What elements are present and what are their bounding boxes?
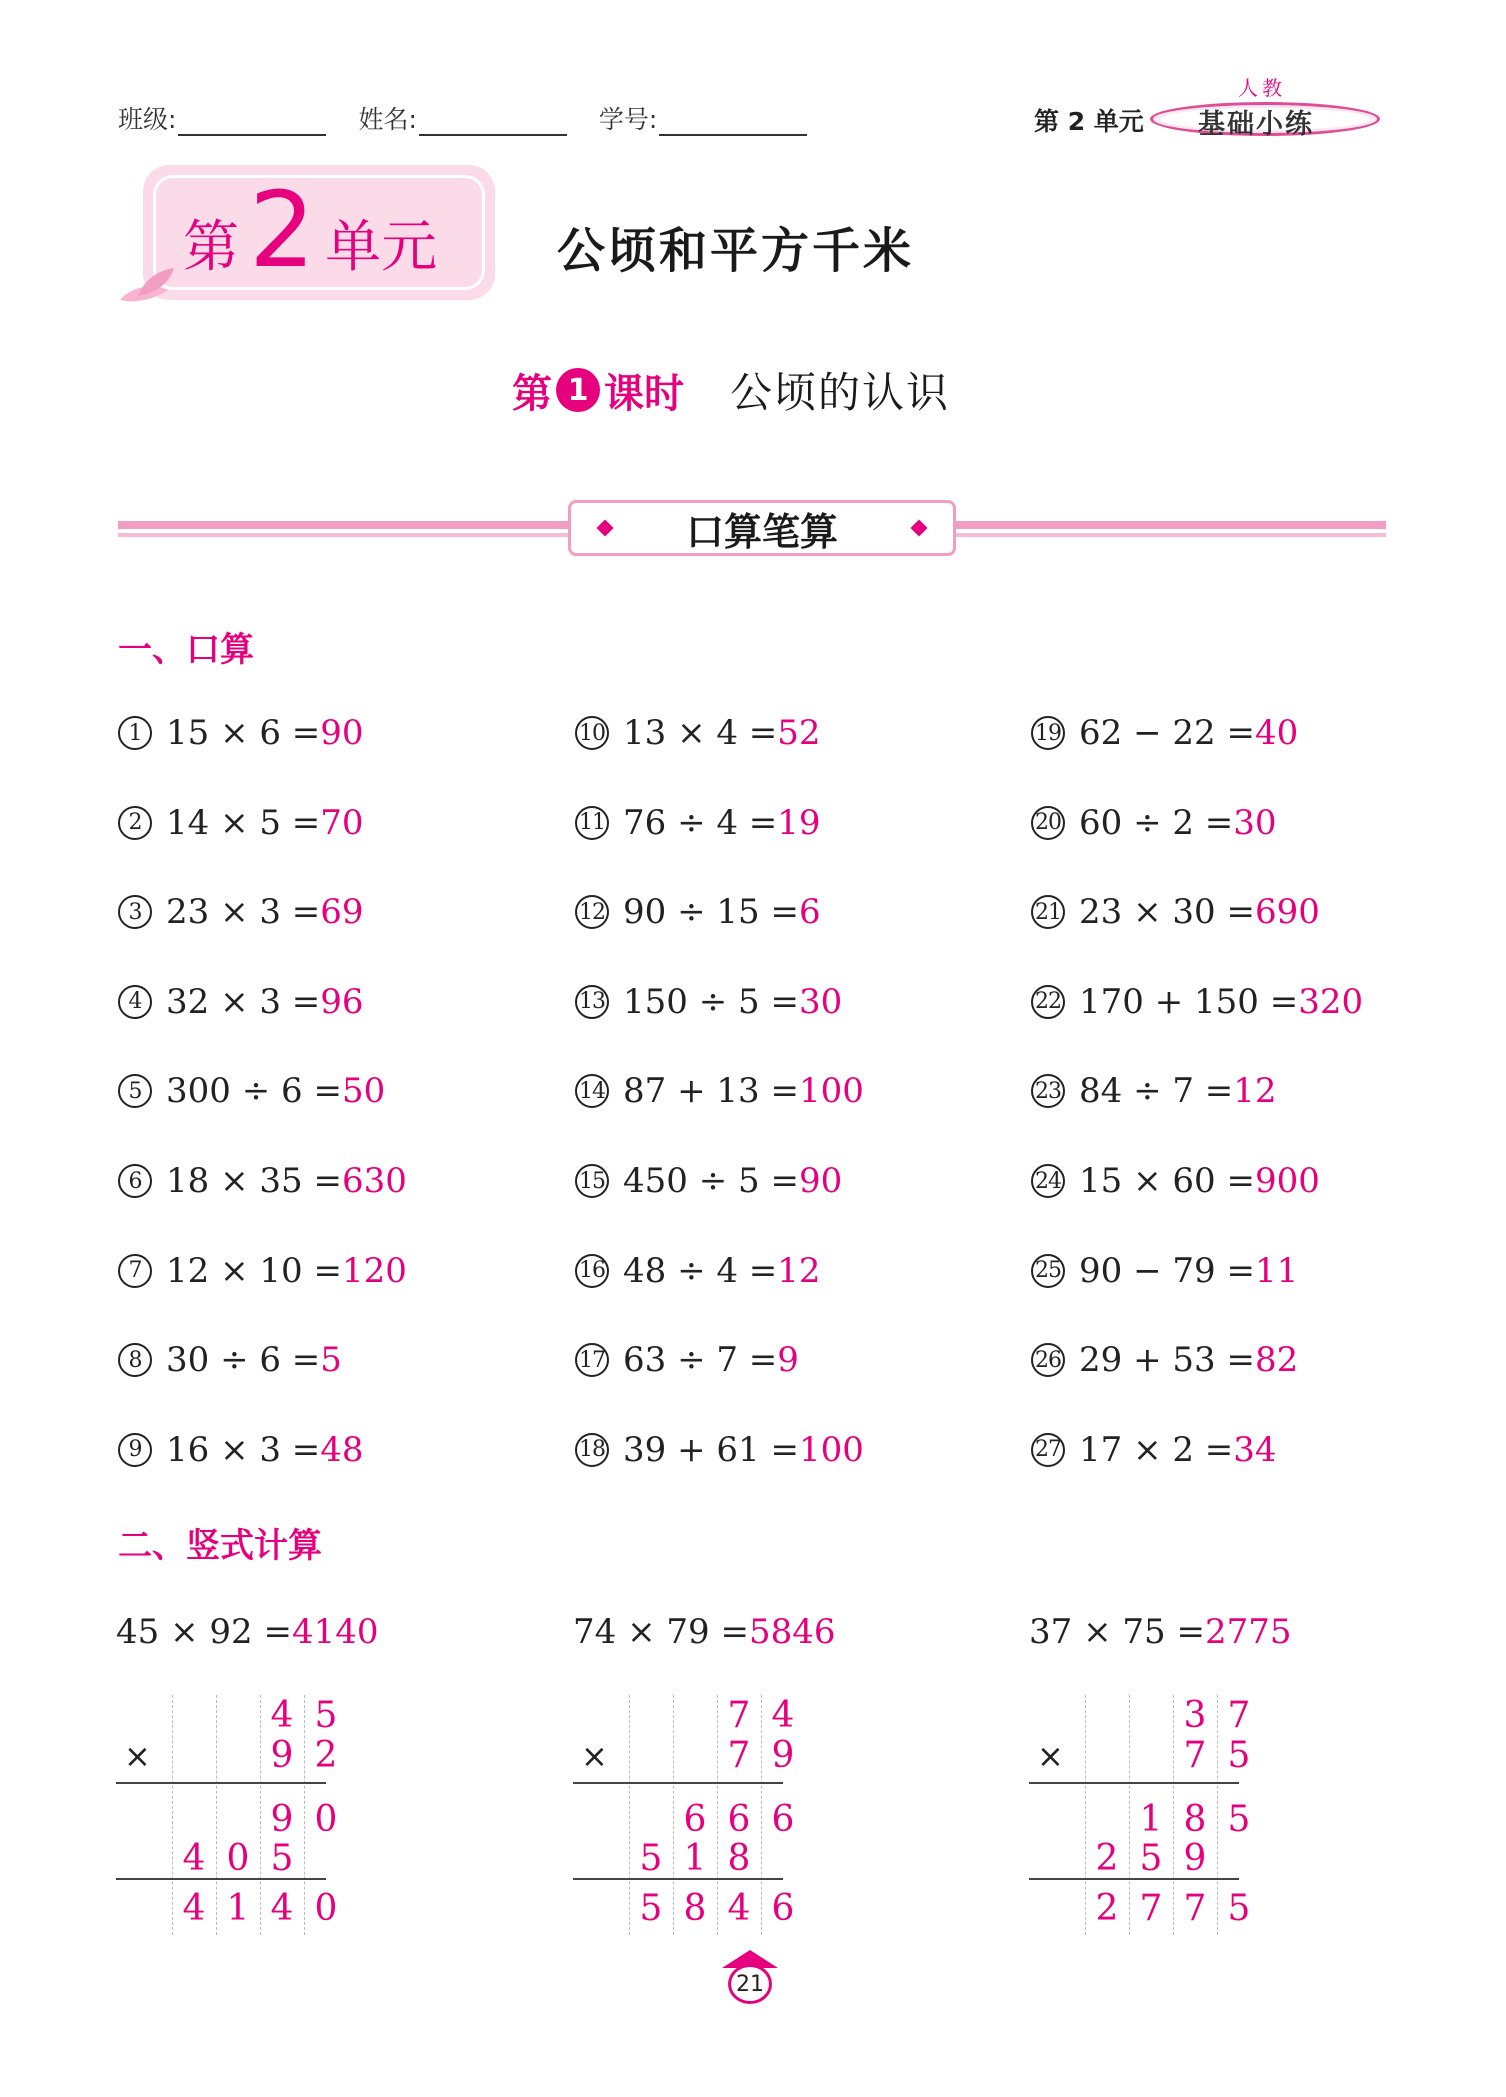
digit: 8 xyxy=(1183,1799,1207,1840)
problem-answer: 70 xyxy=(320,802,364,843)
problem-number: 15 xyxy=(575,1164,609,1198)
student-id-field xyxy=(599,100,807,136)
problem-answer: 34 xyxy=(1233,1429,1277,1470)
lesson-suffix: 课时 xyxy=(604,370,684,417)
problem-answer: 6 xyxy=(798,892,821,933)
problem-answer: 100 xyxy=(798,1071,864,1112)
problem-number: 5 xyxy=(118,1074,152,1108)
problem-expression: 17 × 2 = xyxy=(1079,1429,1234,1470)
class-field xyxy=(118,100,326,136)
problem-number: 26 xyxy=(1031,1343,1065,1377)
series-label: 基础小练 xyxy=(1198,109,1314,140)
problem-answer: 30 xyxy=(798,981,843,1022)
times-sign: × xyxy=(581,1737,608,1775)
problem-number: 16 xyxy=(575,1254,609,1288)
problem-number: 20 xyxy=(1031,806,1065,840)
diamond-icon xyxy=(597,520,614,537)
digit: 9 xyxy=(1183,1838,1207,1879)
name-label: 姓名: xyxy=(358,105,417,134)
problem-number: 18 xyxy=(575,1433,609,1467)
page-number: 21 xyxy=(728,1964,772,2004)
oral-problem xyxy=(1031,1161,1320,1201)
problem-expression: 13 × 4 = xyxy=(623,713,778,753)
digit: 2 xyxy=(314,1735,338,1776)
problem-number: 8 xyxy=(118,1343,152,1377)
problem-number: 24 xyxy=(1031,1164,1065,1198)
digit: 1 xyxy=(1139,1799,1163,1840)
problem-expression: 90 ÷ 15 = xyxy=(623,892,799,933)
problem-expression: 63 ÷ 7 = xyxy=(623,1340,778,1381)
oral-problem xyxy=(575,1251,821,1291)
header-unit-label: 第 2 单元 xyxy=(1034,107,1144,136)
problem-expression: 12 × 10 = xyxy=(166,1250,342,1291)
problem-answer: 900 xyxy=(1254,1161,1320,1201)
problem-number: 23 xyxy=(1031,1074,1065,1108)
digit: 4 xyxy=(270,1888,294,1929)
lesson-heading xyxy=(512,360,950,420)
oral-problem xyxy=(575,1071,864,1111)
digit: 0 xyxy=(226,1838,250,1879)
digit: 9 xyxy=(270,1799,294,1840)
oral-problem xyxy=(1031,1430,1277,1470)
oral-problem xyxy=(118,1071,385,1111)
problem-answer: 52 xyxy=(777,713,821,753)
problem-answer: 40 xyxy=(1254,713,1299,753)
problem-answer: 69 xyxy=(320,892,364,933)
digit: 5 xyxy=(1227,1735,1251,1776)
oral-problem xyxy=(1031,892,1320,932)
problem-expression: 16 × 3 = xyxy=(166,1429,321,1470)
problem-answer: 9 xyxy=(777,1340,799,1381)
problem-number: 9 xyxy=(118,1433,152,1467)
times-sign: × xyxy=(124,1737,151,1775)
digit: 5 xyxy=(639,1838,663,1879)
written-expression: 37 × 75 = xyxy=(1029,1612,1205,1652)
rule-line xyxy=(1029,1782,1239,1784)
problem-number: 19 xyxy=(1031,716,1065,750)
oral-problem xyxy=(1031,1340,1298,1380)
digit: 4 xyxy=(182,1838,206,1879)
oral-problem xyxy=(575,1161,842,1201)
problem-answer: 96 xyxy=(320,981,364,1022)
problem-number: 7 xyxy=(118,1254,152,1288)
section-written-title: 二、竖式计算 xyxy=(118,1526,322,1566)
unit-suffix: 单元 xyxy=(325,215,438,280)
oral-problem xyxy=(575,1340,799,1380)
digit: 4 xyxy=(727,1888,751,1929)
problem-number: 11 xyxy=(575,806,609,840)
oral-problem xyxy=(575,803,821,843)
student-id-blank[interactable] xyxy=(659,110,807,136)
problem-number: 17 xyxy=(575,1343,609,1377)
unit-banner xyxy=(143,165,495,300)
oral-problem xyxy=(118,1161,407,1201)
problem-number: 25 xyxy=(1031,1254,1065,1288)
digit: 1 xyxy=(683,1838,707,1879)
problem-expression: 450 ÷ 5 = xyxy=(623,1161,799,1201)
digit: 2 xyxy=(1095,1838,1119,1879)
problem-expression: 15 × 60 = xyxy=(1079,1161,1255,1201)
digit: 9 xyxy=(270,1735,294,1776)
student-id-label: 学号: xyxy=(598,105,658,134)
oral-problem xyxy=(575,982,842,1022)
problem-expression: 32 × 3 = xyxy=(166,981,321,1022)
problem-number: 13 xyxy=(575,985,609,1019)
rule-line xyxy=(573,1782,783,1784)
problem-number: 14 xyxy=(575,1074,609,1108)
vertical-calculation xyxy=(116,1695,338,1935)
oral-problem xyxy=(118,803,364,843)
problem-expression: 15 × 6 = xyxy=(166,713,321,753)
problem-expression: 23 × 30 = xyxy=(1079,892,1255,933)
written-answer: 4140 xyxy=(291,1612,379,1652)
digit: 7 xyxy=(1139,1888,1163,1929)
problem-expression: 60 ÷ 2 = xyxy=(1079,802,1234,843)
name-blank[interactable] xyxy=(419,110,567,136)
lesson-prefix: 第 xyxy=(512,370,552,417)
unit-number: 2 xyxy=(249,169,316,291)
problem-expression: 62 − 22 = xyxy=(1079,713,1255,753)
problem-expression: 87 + 13 = xyxy=(623,1071,799,1112)
oral-problem xyxy=(118,1430,364,1470)
times-sign: × xyxy=(1037,1737,1064,1775)
digit: 3 xyxy=(1183,1695,1207,1736)
digit: 5 xyxy=(1139,1838,1163,1879)
problem-answer: 120 xyxy=(341,1250,407,1291)
class-label: 班级: xyxy=(118,105,177,134)
unit-title: 公顷和平方千米 xyxy=(557,223,915,279)
digit: 0 xyxy=(314,1799,338,1840)
problem-expression: 39 + 61 = xyxy=(623,1429,799,1470)
digit: 5 xyxy=(314,1695,338,1736)
oral-problem xyxy=(575,1430,864,1470)
problem-answer: 320 xyxy=(1298,981,1364,1022)
problem-expression: 23 × 3 = xyxy=(166,892,321,933)
oral-problem xyxy=(118,713,364,753)
series-badge xyxy=(1150,76,1384,140)
section-oral-title: 一、口算 xyxy=(118,630,254,670)
digit: 4 xyxy=(182,1888,206,1929)
digit: 1 xyxy=(226,1888,250,1929)
digit: 5 xyxy=(639,1888,663,1929)
problem-answer: 30 xyxy=(1233,802,1277,843)
oral-problem xyxy=(1031,803,1277,843)
problem-answer: 690 xyxy=(1254,892,1320,933)
digit: 6 xyxy=(771,1888,795,1929)
oral-problem xyxy=(575,713,821,753)
written-expression: 74 × 79 = xyxy=(573,1612,749,1652)
problem-answer: 19 xyxy=(777,802,821,843)
lesson-number: 1 xyxy=(556,368,600,412)
digit: 5 xyxy=(270,1838,294,1879)
problem-expression: 76 ÷ 4 = xyxy=(623,802,778,843)
page-number-badge xyxy=(722,1950,778,2006)
problem-number: 3 xyxy=(118,895,152,929)
problem-answer: 50 xyxy=(341,1071,386,1112)
problem-expression: 84 ÷ 7 = xyxy=(1079,1071,1234,1112)
problem-number: 4 xyxy=(118,985,152,1019)
band-title-box xyxy=(568,500,956,556)
problem-expression: 300 ÷ 6 = xyxy=(166,1071,342,1112)
problem-answer: 5 xyxy=(320,1340,342,1381)
digit: 6 xyxy=(771,1799,795,1840)
problem-number: 1 xyxy=(118,716,152,750)
problem-number: 12 xyxy=(575,895,609,929)
digit: 2 xyxy=(1095,1888,1119,1929)
problem-expression: 18 × 35 = xyxy=(166,1161,342,1201)
problem-number: 21 xyxy=(1031,895,1065,929)
oral-problem xyxy=(1031,713,1298,753)
problem-expression: 90 − 79 = xyxy=(1079,1250,1255,1291)
unit-prefix: 第 xyxy=(183,215,239,280)
digit: 5 xyxy=(1227,1888,1251,1929)
written-equation xyxy=(116,1612,378,1652)
publisher-label: 人教 xyxy=(1238,76,1286,100)
problem-answer: 90 xyxy=(798,1161,843,1201)
digit: 6 xyxy=(727,1799,751,1840)
problem-number: 22 xyxy=(1031,985,1065,1019)
problem-expression: 14 × 5 = xyxy=(166,802,321,843)
digit: 6 xyxy=(683,1799,707,1840)
oral-problem xyxy=(1031,1251,1298,1291)
class-blank[interactable] xyxy=(178,110,326,136)
oral-problem xyxy=(118,982,364,1022)
digit: 5 xyxy=(1227,1799,1251,1840)
oral-problem xyxy=(118,1340,342,1380)
digit: 7 xyxy=(1183,1735,1207,1776)
digit: 8 xyxy=(683,1888,707,1929)
digit: 4 xyxy=(771,1695,795,1736)
problem-number: 6 xyxy=(118,1164,152,1198)
oral-problem xyxy=(118,1251,407,1291)
written-answer: 5846 xyxy=(748,1612,836,1652)
problem-answer: 82 xyxy=(1254,1340,1299,1381)
problem-answer: 12 xyxy=(1233,1071,1277,1112)
digit: 7 xyxy=(727,1695,751,1736)
unit-heading xyxy=(183,169,438,291)
digit: 7 xyxy=(1227,1695,1251,1736)
problem-number: 2 xyxy=(118,806,152,840)
problem-expression: 30 ÷ 6 = xyxy=(166,1340,321,1381)
digit: 0 xyxy=(314,1888,338,1929)
digit: 9 xyxy=(771,1735,795,1776)
problem-expression: 170 + 150 = xyxy=(1079,981,1299,1022)
problem-expression: 29 + 53 = xyxy=(1079,1340,1255,1381)
problem-answer: 11 xyxy=(1254,1250,1299,1291)
problem-answer: 48 xyxy=(320,1429,364,1470)
digit: 7 xyxy=(727,1735,751,1776)
oral-problem xyxy=(118,892,364,932)
digit: 4 xyxy=(270,1695,294,1736)
vertical-calculation xyxy=(1029,1695,1251,1935)
vertical-calculation xyxy=(573,1695,795,1935)
problem-number: 27 xyxy=(1031,1433,1065,1467)
digit: 7 xyxy=(1183,1888,1207,1929)
problem-expression: 48 ÷ 4 = xyxy=(623,1250,778,1291)
rule-line xyxy=(116,1782,326,1784)
leaf-icon xyxy=(118,266,178,306)
problem-expression: 150 ÷ 5 = xyxy=(623,981,799,1022)
oral-problem xyxy=(575,892,821,932)
oral-problem xyxy=(1031,1071,1277,1111)
problem-answer: 100 xyxy=(798,1429,864,1470)
band-title: 口算笔算 xyxy=(685,509,838,554)
oral-problem xyxy=(1031,982,1363,1022)
problem-answer: 630 xyxy=(341,1161,407,1201)
written-expression: 45 × 92 = xyxy=(116,1612,292,1652)
lesson-title: 公顷的认识 xyxy=(730,368,951,417)
written-equation xyxy=(573,1612,835,1652)
name-field xyxy=(358,100,566,136)
problem-answer: 12 xyxy=(777,1250,821,1291)
problem-answer: 90 xyxy=(320,713,364,753)
student-info-fields xyxy=(118,100,807,136)
digit: 8 xyxy=(727,1838,751,1879)
diamond-icon xyxy=(910,520,927,537)
problem-number: 10 xyxy=(575,716,609,750)
written-answer: 2775 xyxy=(1204,1612,1292,1652)
written-equation xyxy=(1029,1612,1291,1652)
